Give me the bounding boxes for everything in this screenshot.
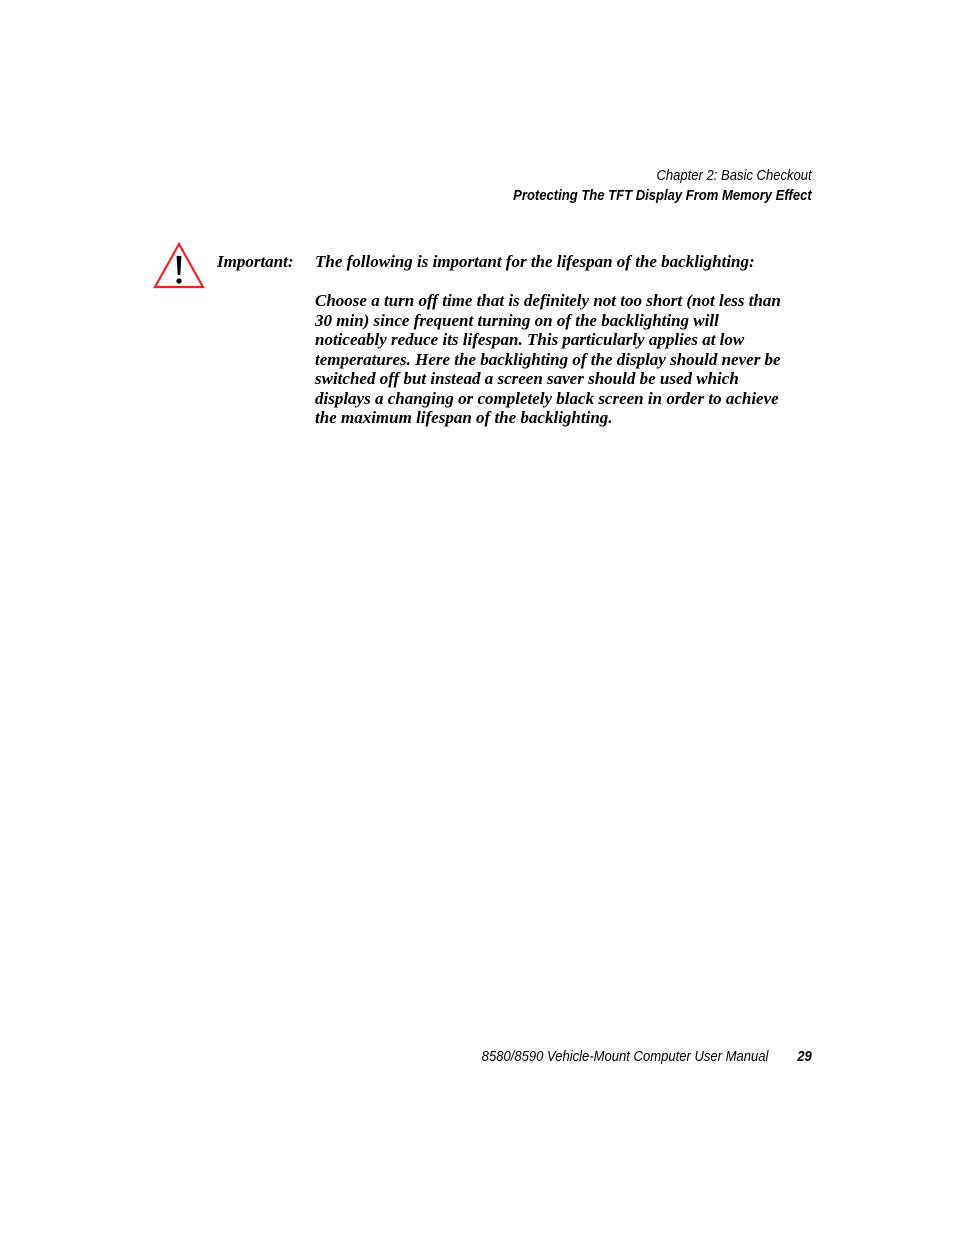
chapter-title: Chapter 2: Basic Checkout (656, 168, 812, 184)
section-title: Protecting The TFT Display From Memory Effect (513, 188, 812, 204)
page-footer (482, 1047, 812, 1067)
important-label: Important: (217, 252, 294, 271)
page-number: 29 (797, 1049, 812, 1065)
warning-triangle-icon (153, 242, 205, 289)
page-header (513, 166, 812, 206)
important-intro: The following is important for the lifespan of the backlighting: (315, 252, 755, 271)
important-body-text: Choose a turn off time that is definitely not too short (not less than 30 min) since frequent turning on of the backlighting will noticeably reduce its lifespan. This particularly applies at low temperatures. Here the backlighting of the display should never be switched off but instead a screen saver should be used which displays a changing or completely black screen in order to achieve the maximum lifespan of the backlighting. (315, 291, 781, 427)
important-note (315, 252, 785, 428)
manual-title: 8580/8590 Vehicle-Mount Computer User Manual (481, 1049, 769, 1065)
